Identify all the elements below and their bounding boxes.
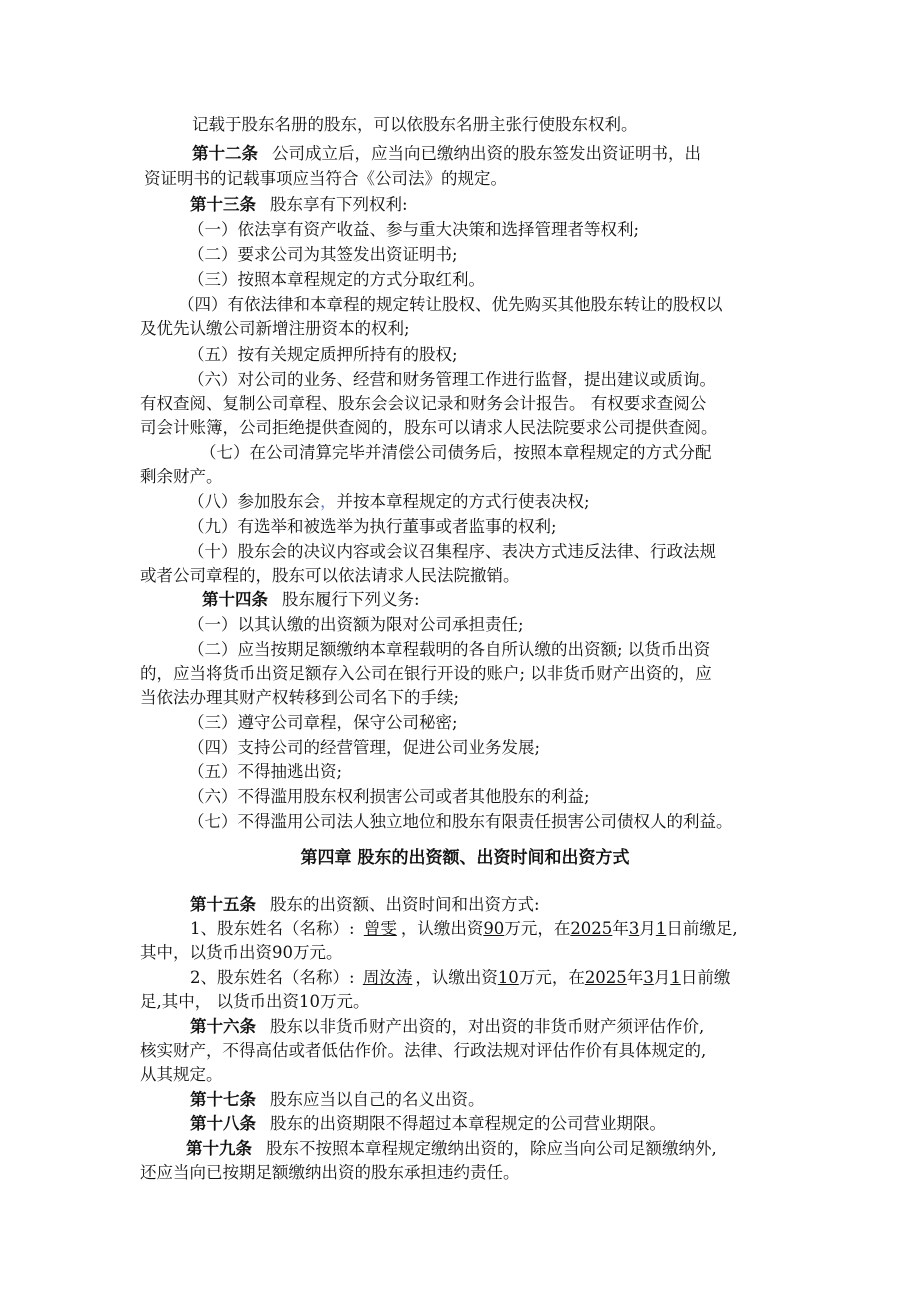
list-item: （一）依法享有资产收益、参与重大决策和选择管理者等权利; [188, 220, 640, 239]
colored-comma: ， [320, 492, 337, 511]
list-item: （五）不得抽逃出资; [188, 762, 343, 781]
para-line: 其中，以货币出资90万元。 [140, 943, 343, 962]
list-item: （二）应当按期足额缴纳本章程载明的各自所认缴的出资额; 以货币出资 [188, 640, 711, 659]
article-17-line: 第十七条 股东应当以自己的名义出资。 [140, 1088, 790, 1112]
para-line: 从其规定。 [140, 1065, 223, 1084]
list-item: （六）不得滥用股东权利损害公司或者其他股东的利益; [188, 787, 590, 806]
due-year: 2025 [584, 968, 627, 987]
para-line: 核实财产，不得高估或者低估作价。法律、行政法规对评估作价有具体规定的, [140, 1041, 707, 1060]
list-item: （三）按照本章程规定的方式分取红利。 [188, 270, 485, 289]
article-15-line: 第十五条 股东的出资额、出资时间和出资方式: [140, 893, 790, 917]
list-item: （二）要求公司为其签发出资证明书; [188, 245, 458, 264]
list-item: （一）以其认缴的出资额为限对公司承担责任; [188, 615, 524, 634]
article-18-heading: 第十八条 [190, 1114, 256, 1133]
para-line: 及优先认缴公司新增注册资本的权利; [140, 319, 410, 338]
para-line: 有权查阅、复制公司章程、股东会会议记录和财务会计报告。 有权要求查阅公 [140, 394, 707, 413]
article-13-line: 第十三条 股东享有下列权利: [140, 193, 790, 217]
article-12-heading: 第十二条 [192, 144, 258, 163]
para-line: 记载于股东名册的股东，可以依股东名册主张行使股东权利。 [192, 115, 638, 134]
para-line: 或者公司章程的，股东可以依法请求人民法院撤销。 [140, 566, 520, 585]
shareholder-2-amount: 10 [497, 968, 519, 987]
article-13-heading: 第十三条 [190, 195, 256, 214]
para-line: 的，应当将货币出资足额存入公司在银行开设的账户; 以非货币财产出资的，应 [140, 664, 712, 683]
para-line: 当依法办理其财产权转移到公司名下的手续; [140, 688, 460, 707]
article-19-heading: 第十九条 [186, 1139, 252, 1158]
list-item: （九）有选举和被选举为执行董事或者监事的权利; [188, 517, 557, 536]
shareholder-1-amount: 90 [483, 919, 505, 938]
article-15-heading: 第十五条 [190, 895, 256, 914]
para-line: 还应当向已按期足额缴纳出资的股东承担违约责任。 [140, 1163, 520, 1182]
article-16-heading: 第十六条 [190, 1017, 256, 1036]
list-item: （七）在公司清算完毕并清偿公司债务后，按照本章程规定的方式分配 [200, 443, 712, 462]
article-19-line: 第十九条 股东不按照本章程规定缴纳出资的，除应当向公司足额缴纳外, [140, 1137, 790, 1161]
para-line: 足,其中， 以货币出资10万元。 [140, 992, 370, 1011]
para-line: 剩余财产。 [140, 467, 223, 486]
shareholder-2-name: 周汝涛 [362, 968, 413, 987]
list-item: （八）参加股东会，并按本章程规定的方式行使表决权; [188, 492, 590, 511]
article-14-line: 第十四条 股东履行下列义务: [140, 588, 790, 612]
list-item: （七）不得滥用公司法人独立地位和股东有限责任损害公司债权人的利益。 [188, 812, 733, 831]
shareholder-2-line: 2、股东姓名（名称）: 周汝涛 ，认缴出资10万元，在2025年3月1日前缴 [190, 968, 731, 987]
list-item: （十）股东会的决议内容或会议召集程序、表决方式违反法律、行政法规 [188, 542, 716, 561]
due-day: 1 [670, 968, 681, 987]
article-18-line: 第十八条 股东的出资期限不得超过本章程规定的公司营业期限。 [140, 1112, 790, 1136]
due-day: 1 [655, 919, 667, 938]
list-item: （四）支持公司的经营管理，促进公司业务发展; [188, 738, 541, 757]
article-12-line: 第十二条 公司成立后，应当向已缴纳出资的股东签发出资证明书，出 [140, 142, 790, 166]
list-item: （六）对公司的业务、经营和财务管理工作进行监督，提出建议或质询。 [188, 370, 716, 389]
shareholder-1-name: 曾雯 [363, 919, 397, 938]
due-year: 2025 [570, 919, 613, 938]
article-16-line: 第十六条 股东以非货币财产出资的，对出资的非货币财产须评估作价, [140, 1015, 790, 1039]
shareholder-1-line: 1、股东姓名（名称）: 曾雯 ，认缴出资90万元，在2025年3月1日前缴足, [190, 919, 738, 938]
para-line: 司会计账簿，公司拒绝提供查阅的，股东可以请求人民法院要求公司提供查阅。 [140, 418, 718, 437]
list-item: （四）有依法律和本章程的规定转让股权、优先购买其他股东转让的股权以 [178, 295, 723, 314]
article-14-heading: 第十四条 [202, 590, 268, 609]
list-item: （五）按有关规定质押所持有的股权; [188, 345, 458, 364]
list-item: （三）遵守公司章程，保守公司秘密; [188, 713, 458, 732]
due-month: 3 [628, 919, 640, 938]
chapter-heading: 第四章 股东的出资额、出资时间和出资方式 [300, 848, 630, 868]
article-17-heading: 第十七条 [190, 1090, 256, 1109]
due-month: 3 [643, 968, 654, 987]
para-line: 资证明书的记载事项应当符合《公司法》的规定。 [144, 169, 507, 188]
